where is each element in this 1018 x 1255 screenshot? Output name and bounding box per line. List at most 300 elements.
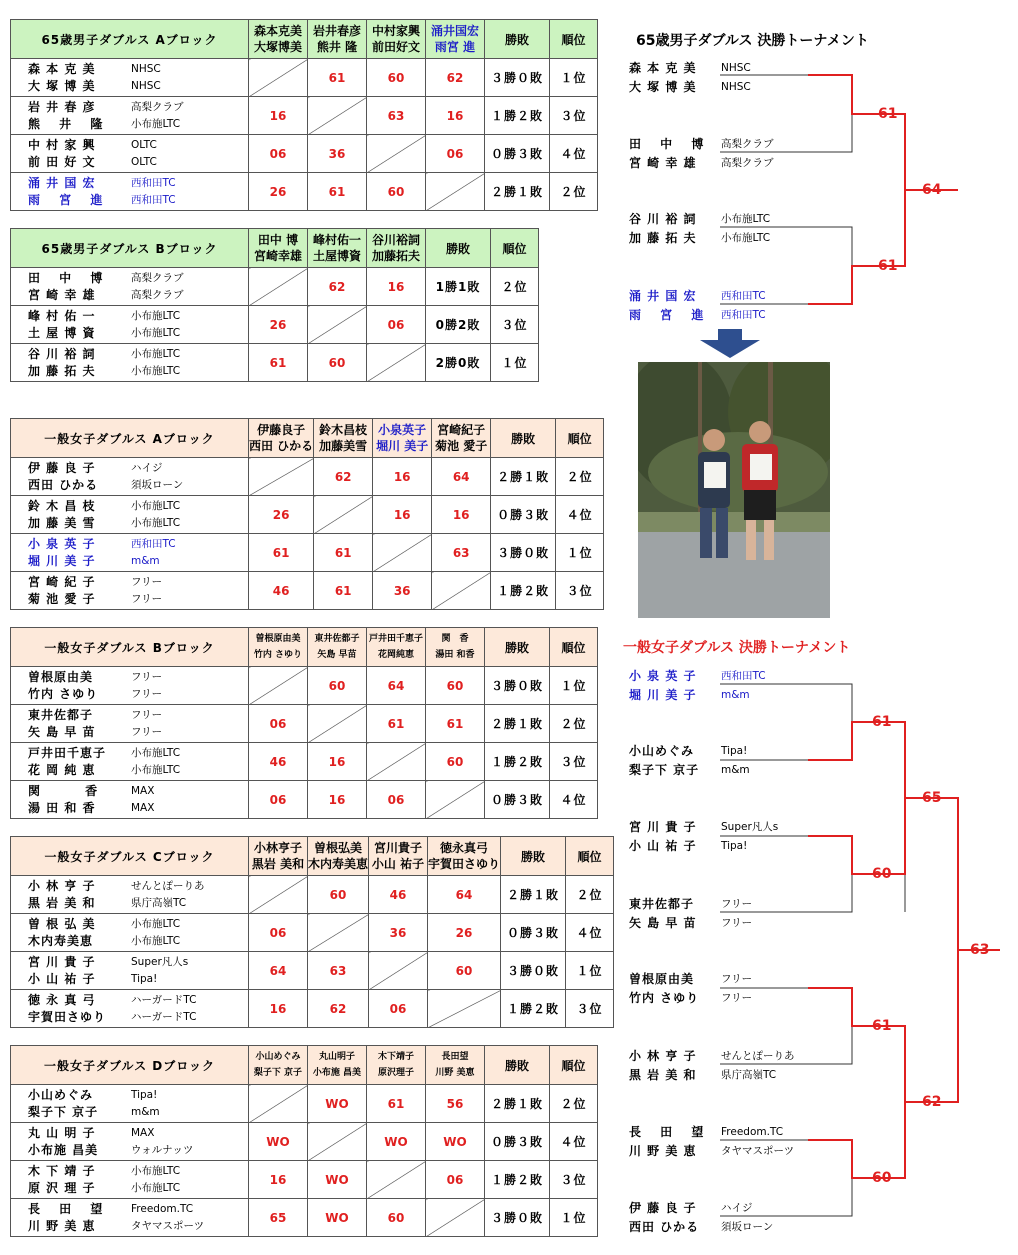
win-loss-cell: ３勝０敗 [501, 952, 566, 990]
rank-header: 順位 [491, 229, 539, 268]
opponent-header: 宮崎紀子 菊池 愛子 [432, 419, 491, 458]
player-club: フリー [131, 670, 163, 683]
down-arrow-icon [700, 329, 760, 358]
player-name: 伊 藤 良 子 [629, 1201, 697, 1215]
player-club: 県庁高嶺TC [721, 1069, 777, 1081]
score-cell: 61 [367, 705, 426, 743]
opponent-header: 東井佐都子 矢島 早苗 [308, 628, 367, 667]
win-loss-cell: ２勝１敗 [501, 876, 566, 914]
player-club: フリー [721, 992, 753, 1004]
player-name: 田 中 博 [28, 270, 104, 285]
player-name: 宮 川 貴 子 [629, 820, 697, 834]
player-club: 高梨クラブ [131, 288, 184, 301]
win-loss-cell: ３勝０敗 [485, 667, 550, 705]
player-club: ハーガードTC [131, 1010, 197, 1023]
rank-header: 順位 [550, 628, 598, 667]
score-cell: WO [249, 1123, 308, 1161]
score-cell: 61 [249, 344, 308, 382]
win-loss-cell: 0勝2敗 [426, 306, 491, 344]
score-cell: 06 [249, 914, 308, 952]
block-title: 一般女子ダブルス Bブロック [11, 628, 249, 667]
score-cell: 62 [308, 990, 369, 1028]
score-cell: WO [308, 1085, 367, 1123]
player-club: 小布施LTC [131, 763, 181, 776]
player-name: 鈴 木 昌 枝 [28, 498, 96, 513]
bracket-score: 61 [878, 258, 898, 274]
score-cell: 61 [249, 534, 314, 572]
player-club: MAX [131, 784, 155, 797]
score-cell: 16 [249, 97, 308, 135]
win-loss-cell: ２勝１敗 [491, 458, 556, 496]
score-cell: 63 [432, 534, 491, 572]
player-name: 西田 ひかる [629, 1220, 700, 1234]
player-name: 小山めぐみ [629, 744, 695, 758]
player-club: m&m [131, 554, 160, 567]
player-club: MAX [131, 1126, 155, 1139]
block-title: 一般女子ダブルス Aブロック [11, 419, 249, 458]
score-cell: 60 [428, 952, 501, 990]
player-club: 小布施LTC [131, 934, 181, 947]
player-name: 中 村 家 興 [28, 137, 96, 152]
win-loss-cell: ３勝０敗 [485, 59, 550, 97]
player-club: Super凡人s [131, 955, 189, 968]
score-cell: 06 [367, 306, 426, 344]
opponent-header: 鈴木昌枝 加藤美雪 [314, 419, 373, 458]
player-name: 菊 池 愛 子 [28, 591, 96, 606]
player-club: 西和田TC [721, 670, 766, 682]
rank-cell: ４位 [550, 135, 598, 173]
player-name: 小布施 昌美 [28, 1142, 99, 1157]
rank-cell: ４位 [550, 781, 598, 819]
player-club: 小布施LTC [131, 117, 181, 130]
score-cell: 61 [314, 534, 373, 572]
player-name: 前 田 好 文 [28, 154, 96, 169]
player-club: ウォルナッツ [131, 1143, 194, 1156]
score-cell: WO [426, 1123, 485, 1161]
player-club: せんとぽーりあ [131, 879, 205, 892]
score-cell: 26 [249, 173, 308, 211]
opponent-header: 田中 博 宮崎幸雄 [249, 229, 308, 268]
score-cell: 61 [308, 173, 367, 211]
player-club: フリー [131, 708, 163, 721]
score-cell: 63 [308, 952, 369, 990]
player-name: 曽根原由美 [28, 669, 94, 684]
player-name: 宮 川 貴 子 [28, 954, 96, 969]
score-cell: 16 [426, 97, 485, 135]
player-club: m&m [131, 1105, 160, 1118]
player-name: 梨子下 京子 [28, 1104, 99, 1119]
player-name: 土 屋 博 資 [28, 325, 96, 340]
bracket-title: 一般女子ダブルス 決勝トーナメント [623, 640, 851, 656]
score-cell: 64 [367, 667, 426, 705]
rank-cell: ２位 [550, 173, 598, 211]
bracket-score: 61 [872, 714, 892, 730]
rank-header: 順位 [550, 20, 598, 59]
opponent-header: 小泉英子 堀川 美子 [373, 419, 432, 458]
score-cell: 26 [428, 914, 501, 952]
win-loss-cell: ３勝０敗 [485, 1199, 550, 1237]
block-title: 一般女子ダブルス Dブロック [11, 1046, 249, 1085]
player-club: 高梨クラブ [131, 271, 184, 284]
player-name: 竹内 さゆり [28, 686, 99, 701]
rank-cell: ２位 [550, 705, 598, 743]
player-name: 木 下 靖 子 [28, 1163, 96, 1178]
rank-cell: ３位 [566, 990, 614, 1028]
player-name: 小 山 祐 子 [28, 971, 96, 986]
player-name: 加 藤 美 雪 [28, 515, 96, 530]
bracket-score: 63 [970, 942, 990, 958]
player-club: 西和田TC [721, 290, 766, 302]
score-cell: 46 [249, 572, 314, 610]
score-cell: 60 [367, 1199, 426, 1237]
player-club: 西和田TC [721, 309, 766, 321]
score-cell: WO [308, 1161, 367, 1199]
rank-cell: １位 [550, 59, 598, 97]
player-club: ハイジ [131, 461, 163, 474]
opponent-header: 長田望 川野 美恵 [426, 1046, 485, 1085]
score-cell: 16 [373, 458, 432, 496]
rank-cell: ３位 [550, 1161, 598, 1199]
bracket-score: 62 [922, 1094, 942, 1110]
player-name: 曽 根 弘 美 [28, 916, 96, 931]
player-club: 小布施LTC [131, 1181, 181, 1194]
player-club: 小布施LTC [131, 364, 181, 377]
score-cell: 06 [249, 705, 308, 743]
player-name: 熊 井 隆 [28, 116, 104, 131]
score-cell: 61 [367, 1085, 426, 1123]
player-name: 木内寿美恵 [28, 933, 94, 948]
win-loss-header: 勝敗 [485, 20, 550, 59]
player-name: 小 山 祐 子 [629, 839, 697, 853]
rank-header: 順位 [550, 1046, 598, 1085]
player-name: 谷 川 裕 詞 [28, 346, 96, 361]
score-cell: 60 [308, 344, 367, 382]
opponent-header: 戸井田千恵子 花岡純恵 [367, 628, 426, 667]
player-name: 竹内 さゆり [629, 991, 700, 1005]
score-cell: 06 [369, 990, 428, 1028]
score-cell: 60 [426, 743, 485, 781]
player-club: 高梨クラブ [131, 100, 184, 113]
player-club: フリー [721, 917, 753, 929]
score-cell: 16 [308, 781, 367, 819]
player-club: 小布施LTC [131, 499, 181, 512]
player-club: Freedom.TC [131, 1202, 194, 1215]
player-club: 西和田TC [131, 537, 176, 550]
rank-header: 順位 [556, 419, 604, 458]
player-name: 森 本 克 美 [629, 61, 697, 75]
opponent-header: 木下靖子 原沢理子 [367, 1046, 426, 1085]
player-club: フリー [131, 575, 163, 588]
rank-header: 順位 [566, 837, 614, 876]
player-club: ハイジ [721, 1202, 753, 1214]
player-name: 花 岡 純 恵 [28, 762, 96, 777]
opponent-header: 岩井春彦 熊井 隆 [308, 20, 367, 59]
score-cell: 36 [373, 572, 432, 610]
player-club: OLTC [131, 138, 157, 151]
score-cell: 46 [369, 876, 428, 914]
score-cell: 61 [426, 705, 485, 743]
score-cell: 36 [308, 135, 367, 173]
opponent-header: 中村家興 前田好文 [367, 20, 426, 59]
win-loss-cell: 1勝1敗 [426, 268, 491, 306]
opponent-header: 丸山明子 小布施 昌美 [308, 1046, 367, 1085]
score-cell: 06 [249, 781, 308, 819]
player-club: Super凡人s [721, 821, 779, 833]
player-name: 大 塚 博 美 [629, 80, 697, 94]
player-name: 加 藤 拓 夫 [28, 363, 96, 378]
player-name: 長 田 望 [629, 1125, 705, 1139]
bracket-score: 64 [922, 182, 942, 198]
win-loss-cell: ０勝３敗 [485, 781, 550, 819]
win-loss-cell: ２勝１敗 [485, 705, 550, 743]
player-club: Tipa! [131, 1088, 158, 1101]
player-name: 黒 岩 美 和 [629, 1068, 697, 1082]
score-cell: 16 [308, 743, 367, 781]
player-club: フリー [131, 725, 163, 738]
opponent-header: 森本克美 大塚博美 [249, 20, 308, 59]
rank-cell: ４位 [566, 914, 614, 952]
rank-cell: ４位 [550, 1123, 598, 1161]
player-club: 須坂ローン [131, 478, 184, 491]
player-club: NHSC [721, 62, 751, 74]
player-name: 川 野 美 恵 [28, 1218, 96, 1233]
player-name: 宮 崎 幸 雄 [629, 156, 697, 170]
player-name: 森 本 克 美 [28, 61, 96, 76]
win-loss-cell: １勝２敗 [491, 572, 556, 610]
score-cell: 06 [367, 781, 426, 819]
rank-cell: ２位 [556, 458, 604, 496]
rank-cell: ３位 [556, 572, 604, 610]
score-cell: 64 [249, 952, 308, 990]
rank-cell: １位 [566, 952, 614, 990]
win-loss-cell: ０勝３敗 [491, 496, 556, 534]
win-loss-cell: １勝２敗 [485, 97, 550, 135]
rank-cell: １位 [550, 667, 598, 705]
score-cell: 61 [308, 59, 367, 97]
win-loss-cell: 2勝0敗 [426, 344, 491, 382]
player-club: NHSC [131, 62, 161, 75]
player-name: 曽根原由美 [629, 972, 695, 986]
player-name: 関 香 [28, 783, 99, 798]
player-name: 峰 村 佑 一 [28, 308, 96, 323]
player-club: 須坂ローン [721, 1221, 774, 1233]
win-loss-cell: ３勝０敗 [491, 534, 556, 572]
opponent-header: 峰村佑一 土屋博資 [308, 229, 367, 268]
player-club: OLTC [131, 155, 157, 168]
opponent-header: 関 香 湯田 和香 [426, 628, 485, 667]
player-club: フリー [131, 687, 163, 700]
score-cell: 60 [308, 667, 367, 705]
score-cell: 06 [426, 1161, 485, 1199]
player-club: Freedom.TC [721, 1126, 784, 1138]
player-name: 矢 島 早 苗 [629, 916, 697, 930]
bracket-score: 65 [922, 790, 942, 806]
score-cell: 16 [249, 990, 308, 1028]
opponent-header: 谷川裕詞 加藤拓夫 [367, 229, 426, 268]
player-name: 丸 山 明 子 [28, 1125, 96, 1140]
player-club: 西和田TC [131, 176, 176, 189]
player-club: 小布施LTC [131, 746, 181, 759]
win-loss-header: 勝敗 [501, 837, 566, 876]
player-name: 小 泉 英 子 [28, 536, 96, 551]
score-cell: 26 [249, 306, 308, 344]
player-club: 県庁高嶺TC [131, 896, 187, 909]
player-name: 伊 藤 良 子 [28, 460, 96, 475]
score-cell: 65 [249, 1199, 308, 1237]
player-name: 田 中 博 [629, 137, 705, 151]
player-club: 小布施LTC [131, 917, 181, 930]
player-name: 堀 川 美 子 [629, 688, 697, 702]
score-cell: 46 [249, 743, 308, 781]
score-cell: WO [308, 1199, 367, 1237]
player-name: 堀 川 美 子 [28, 553, 96, 568]
player-club: Tipa! [721, 840, 748, 852]
player-club: Tipa! [131, 972, 158, 985]
player-name: 戸井田千恵子 [28, 745, 107, 760]
score-cell: 64 [432, 458, 491, 496]
player-name: 長 田 望 [28, 1201, 104, 1216]
player-club: m&m [721, 764, 750, 776]
player-name: 宇賀田さゆり [28, 1009, 107, 1024]
player-club: 小布施LTC [131, 326, 181, 339]
score-cell: 62 [308, 268, 367, 306]
bracket-score: 60 [872, 1170, 892, 1186]
rank-cell: ２位 [566, 876, 614, 914]
player-name: 宮 崎 幸 雄 [28, 287, 96, 302]
player-name: 矢 島 早 苗 [28, 724, 96, 739]
score-cell: 06 [426, 135, 485, 173]
player-name: 宮 崎 紀 子 [28, 574, 96, 589]
score-cell: 26 [249, 496, 314, 534]
opponent-header: 宮川貴子 小山 祐子 [369, 837, 428, 876]
rank-cell: ２位 [491, 268, 539, 306]
block-title: 65歳男子ダブルス Bブロック [11, 229, 249, 268]
opponent-header: 曽根原由美 竹内 さゆり [249, 628, 308, 667]
player-club: Tipa! [721, 745, 748, 757]
score-cell: 60 [367, 59, 426, 97]
bracket-score: 61 [872, 1018, 892, 1034]
score-cell: 36 [369, 914, 428, 952]
opponent-header: 徳永真弓 宇賀田さゆり [428, 837, 501, 876]
win-loss-cell: ２勝１敗 [485, 1085, 550, 1123]
opponent-header: 曽根弘美 木内寿美恵 [308, 837, 369, 876]
player-name: 涌 井 国 宏 [629, 289, 697, 303]
rank-cell: ３位 [550, 97, 598, 135]
win-loss-cell: ２勝１敗 [485, 173, 550, 211]
win-loss-header: 勝敗 [426, 229, 491, 268]
rank-cell: ３位 [491, 306, 539, 344]
player-name: 徳 永 真 弓 [28, 992, 96, 1007]
rank-cell: ３位 [550, 743, 598, 781]
player-club: タヤマスポーツ [131, 1219, 205, 1232]
rank-cell: ２位 [550, 1085, 598, 1123]
player-name: 小山めぐみ [28, 1087, 94, 1102]
player-club: MAX [131, 801, 155, 814]
player-name: 東井佐都子 [629, 897, 695, 911]
score-cell: 60 [426, 667, 485, 705]
block-title: 65歳男子ダブルス Aブロック [11, 20, 249, 59]
player-name: 黒 岩 美 和 [28, 895, 96, 910]
win-loss-cell: １勝２敗 [485, 743, 550, 781]
player-club: 小布施LTC [131, 309, 181, 322]
win-loss-header: 勝敗 [485, 1046, 550, 1085]
player-club: 小布施LTC [131, 1164, 181, 1177]
player-name: 小 泉 英 子 [629, 669, 697, 683]
player-club: 西和田TC [131, 193, 176, 206]
score-cell: 56 [426, 1085, 485, 1123]
win-loss-cell: ０勝３敗 [485, 135, 550, 173]
player-name: 岩 井 春 彦 [28, 99, 96, 114]
opponent-header: 小山めぐみ 梨子下 京子 [249, 1046, 308, 1085]
score-cell: 60 [308, 876, 369, 914]
player-name: 湯 田 和 香 [28, 800, 96, 815]
score-cell: 62 [314, 458, 373, 496]
player-club: フリー [721, 973, 753, 985]
player-club: 高梨クラブ [721, 138, 774, 150]
player-club: 小布施LTC [131, 516, 181, 529]
bracket-title: 65歳男子ダブルス 決勝トーナメント [636, 33, 869, 49]
opponent-header: 涌井国宏 雨宮 進 [426, 20, 485, 59]
score-cell: 61 [314, 572, 373, 610]
score-cell: WO [367, 1123, 426, 1161]
win-loss-cell: １勝２敗 [501, 990, 566, 1028]
player-club: m&m [721, 689, 750, 701]
win-loss-header: 勝敗 [485, 628, 550, 667]
player-name: 西田 ひかる [28, 477, 99, 492]
player-name: 雨 宮 進 [28, 192, 104, 207]
winners-photo [638, 362, 830, 618]
win-loss-cell: ０勝３敗 [485, 1123, 550, 1161]
player-club: 小布施LTC [131, 347, 181, 360]
score-cell: 16 [367, 268, 426, 306]
player-club: フリー [131, 592, 163, 605]
rank-cell: ４位 [556, 496, 604, 534]
rank-cell: １位 [550, 1199, 598, 1237]
player-club: フリー [721, 898, 753, 910]
player-name: 涌 井 国 宏 [28, 175, 96, 190]
player-club: 小布施LTC [721, 213, 771, 225]
player-name: 東井佐都子 [28, 707, 94, 722]
player-club: 小布施LTC [721, 232, 771, 244]
opponent-header: 伊藤良子 西田 ひかる [249, 419, 314, 458]
score-cell: 06 [249, 135, 308, 173]
player-name: 梨子下 京子 [629, 763, 700, 777]
opponent-header: 小林亨子 黒岩 美和 [249, 837, 308, 876]
rank-cell: １位 [556, 534, 604, 572]
player-name: 小 林 亨 子 [629, 1049, 697, 1063]
player-name: 谷 川 裕 詞 [629, 212, 697, 226]
win-loss-header: 勝敗 [491, 419, 556, 458]
bracket-score: 60 [872, 866, 892, 882]
score-cell: 64 [428, 876, 501, 914]
player-name: 原 沢 理 子 [28, 1180, 96, 1195]
score-cell: 63 [367, 97, 426, 135]
player-name: 小 林 亨 子 [28, 878, 96, 893]
block-title: 一般女子ダブルス Cブロック [11, 837, 249, 876]
player-name: 雨 宮 進 [629, 308, 705, 322]
player-name: 大 塚 博 美 [28, 78, 96, 93]
bracket-score: 61 [878, 106, 898, 122]
player-club: ハーガードTC [131, 993, 197, 1006]
player-club: タヤマスポーツ [721, 1145, 795, 1157]
player-name: 加 藤 拓 夫 [629, 231, 697, 245]
rank-cell: １位 [491, 344, 539, 382]
player-club: せんとぽーりあ [721, 1050, 795, 1062]
score-cell: 16 [373, 496, 432, 534]
score-cell: 16 [249, 1161, 308, 1199]
win-loss-cell: １勝２敗 [485, 1161, 550, 1199]
win-loss-cell: ０勝３敗 [501, 914, 566, 952]
